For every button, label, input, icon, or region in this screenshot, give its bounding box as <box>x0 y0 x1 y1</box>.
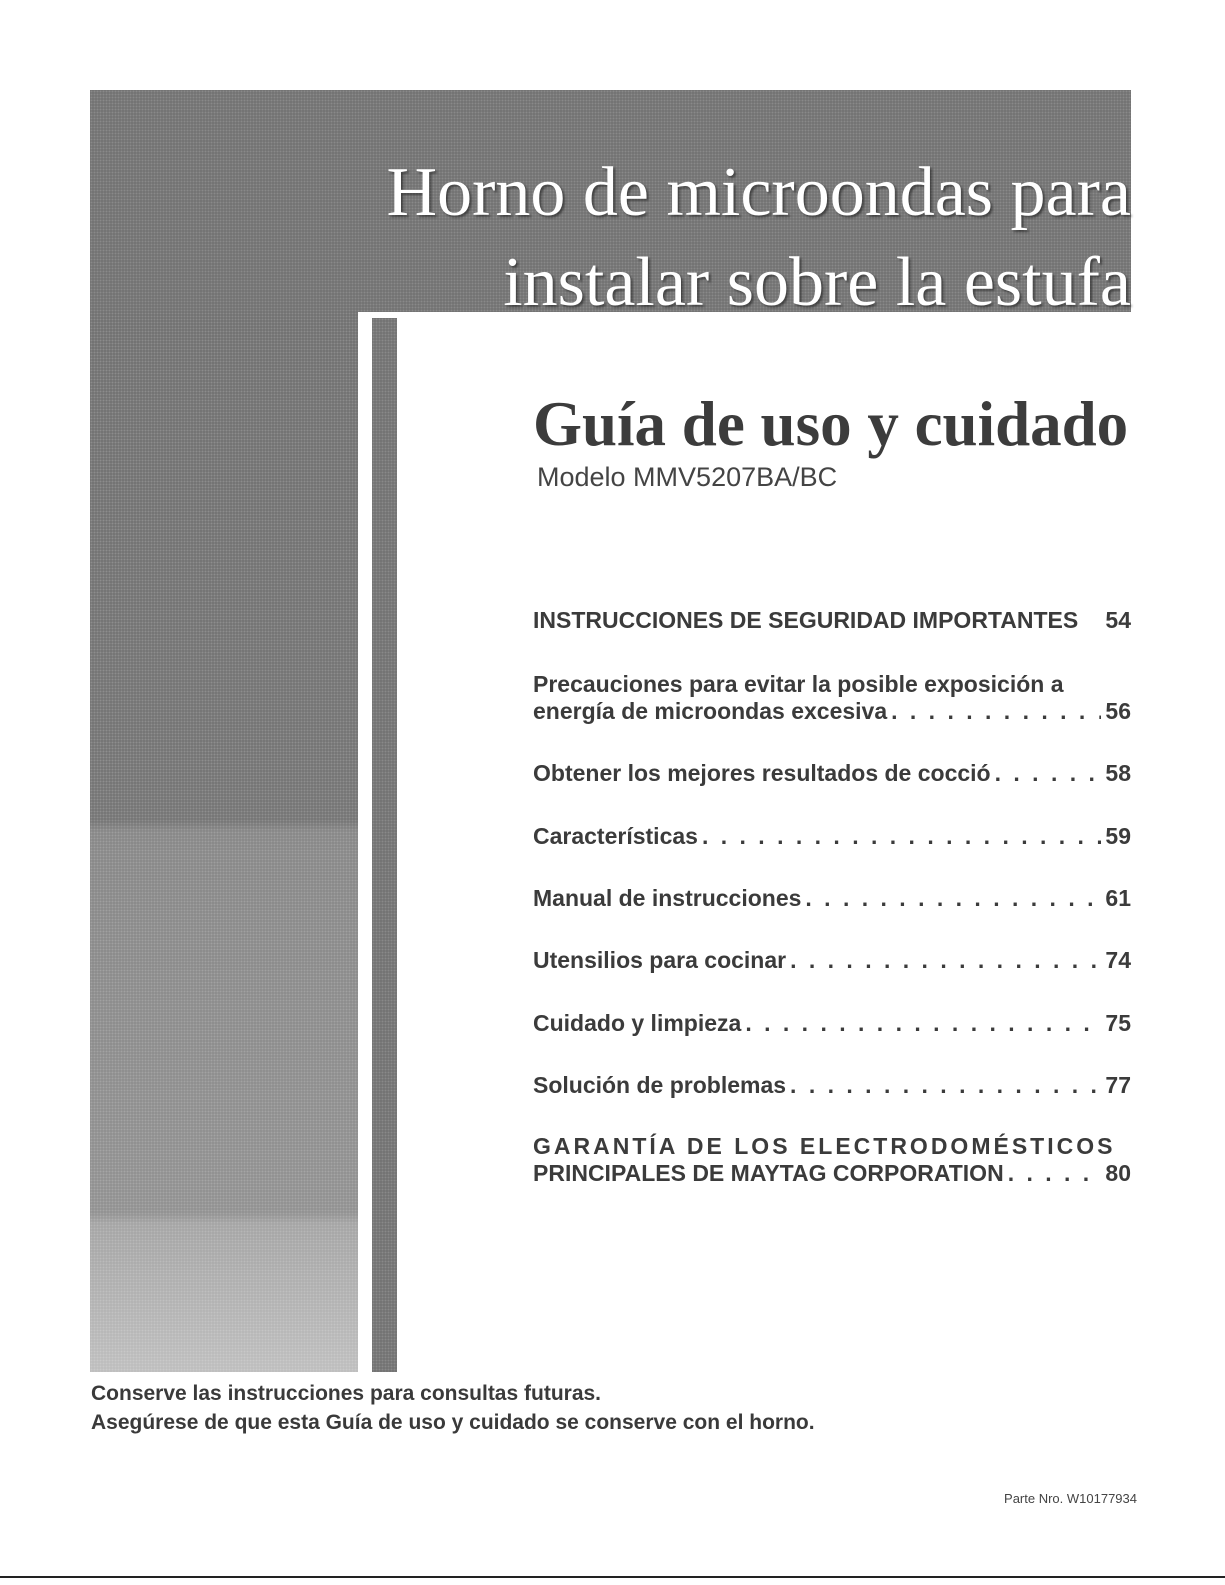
toc-leader-dots <box>891 698 1101 725</box>
toc-leader-dots <box>1008 1160 1102 1187</box>
toc-page: 77 <box>1105 1072 1131 1098</box>
toc-page: 59 <box>1105 823 1131 849</box>
toc-label-line-1: Precauciones para evitar la posible exposición a <box>533 671 1064 697</box>
main-title-line-1: Horno de microondas para <box>386 154 1131 231</box>
toc-leader-dots <box>805 885 1101 912</box>
toc-label: Solución de problemas <box>533 1072 787 1098</box>
vertical-divider-bar <box>372 318 397 1372</box>
toc-page: 54 <box>1105 607 1131 633</box>
bottom-rule <box>0 1576 1225 1578</box>
guide-title: Guía de uso y cuidado <box>533 389 1129 459</box>
toc-label: Características <box>533 823 698 849</box>
toc-label: INSTRUCCIONES DE SEGURIDAD IMPORTANTES <box>533 607 1079 633</box>
toc-page: 61 <box>1105 885 1131 911</box>
toc-leader-dots <box>745 1010 1101 1037</box>
footer-note-line-1: Conserve las instrucciones para consultas futuras. <box>91 1382 602 1405</box>
toc-entry-troubleshooting[interactable] <box>533 1072 1131 1099</box>
footer-note-line-2: Asegúrese de que esta Guía de uso y cuidado se conserve con el horno. <box>91 1411 815 1434</box>
toc-label: Cuidado y limpieza <box>533 1010 742 1036</box>
left-decorative-panel <box>90 312 358 1372</box>
footer-note <box>91 1379 815 1437</box>
toc-entry-care-cleaning[interactable] <box>533 1010 1131 1037</box>
toc-page: 75 <box>1105 1010 1131 1036</box>
main-title-line-2: instalar sobre la estufa <box>503 244 1131 321</box>
toc-leader-dots <box>995 760 1102 787</box>
model-number: Modelo MMV5207BA/BC <box>537 462 838 492</box>
toc-leader-dots <box>702 823 1101 850</box>
toc-label: PRINCIPALES DE MAYTAG CORPORATION <box>533 1160 1004 1186</box>
toc-page: 74 <box>1105 947 1131 973</box>
toc-entry-cooking-results[interactable] <box>533 760 1131 787</box>
toc-entry-safety[interactable] <box>533 607 1131 634</box>
toc-leader-dots <box>790 1072 1101 1099</box>
toc-label: Obtener los mejores resultados de cocció <box>533 760 991 786</box>
toc-leader-dots <box>790 947 1101 974</box>
toc-entry-utensils[interactable] <box>533 947 1131 974</box>
toc-label-line-1: GARANTÍA DE LOS ELECTRODOMÉSTICOS <box>533 1133 1116 1159</box>
main-title <box>387 148 1131 328</box>
toc-page: 56 <box>1105 698 1131 724</box>
toc-label: Utensilios para cocinar <box>533 947 787 973</box>
toc-label: Manual de instrucciones <box>533 885 802 911</box>
part-number: Parte Nro. W10177934 <box>1004 1491 1137 1506</box>
toc-page: 58 <box>1105 760 1131 786</box>
toc-entry-warranty[interactable] <box>533 1133 1131 1187</box>
toc-entry-precautions[interactable] <box>533 671 1131 725</box>
toc-page: 80 <box>1105 1160 1131 1186</box>
toc-label: energía de microondas excesiva <box>533 698 888 724</box>
toc-entry-manual[interactable] <box>533 885 1131 912</box>
toc-entry-features[interactable] <box>533 823 1131 850</box>
